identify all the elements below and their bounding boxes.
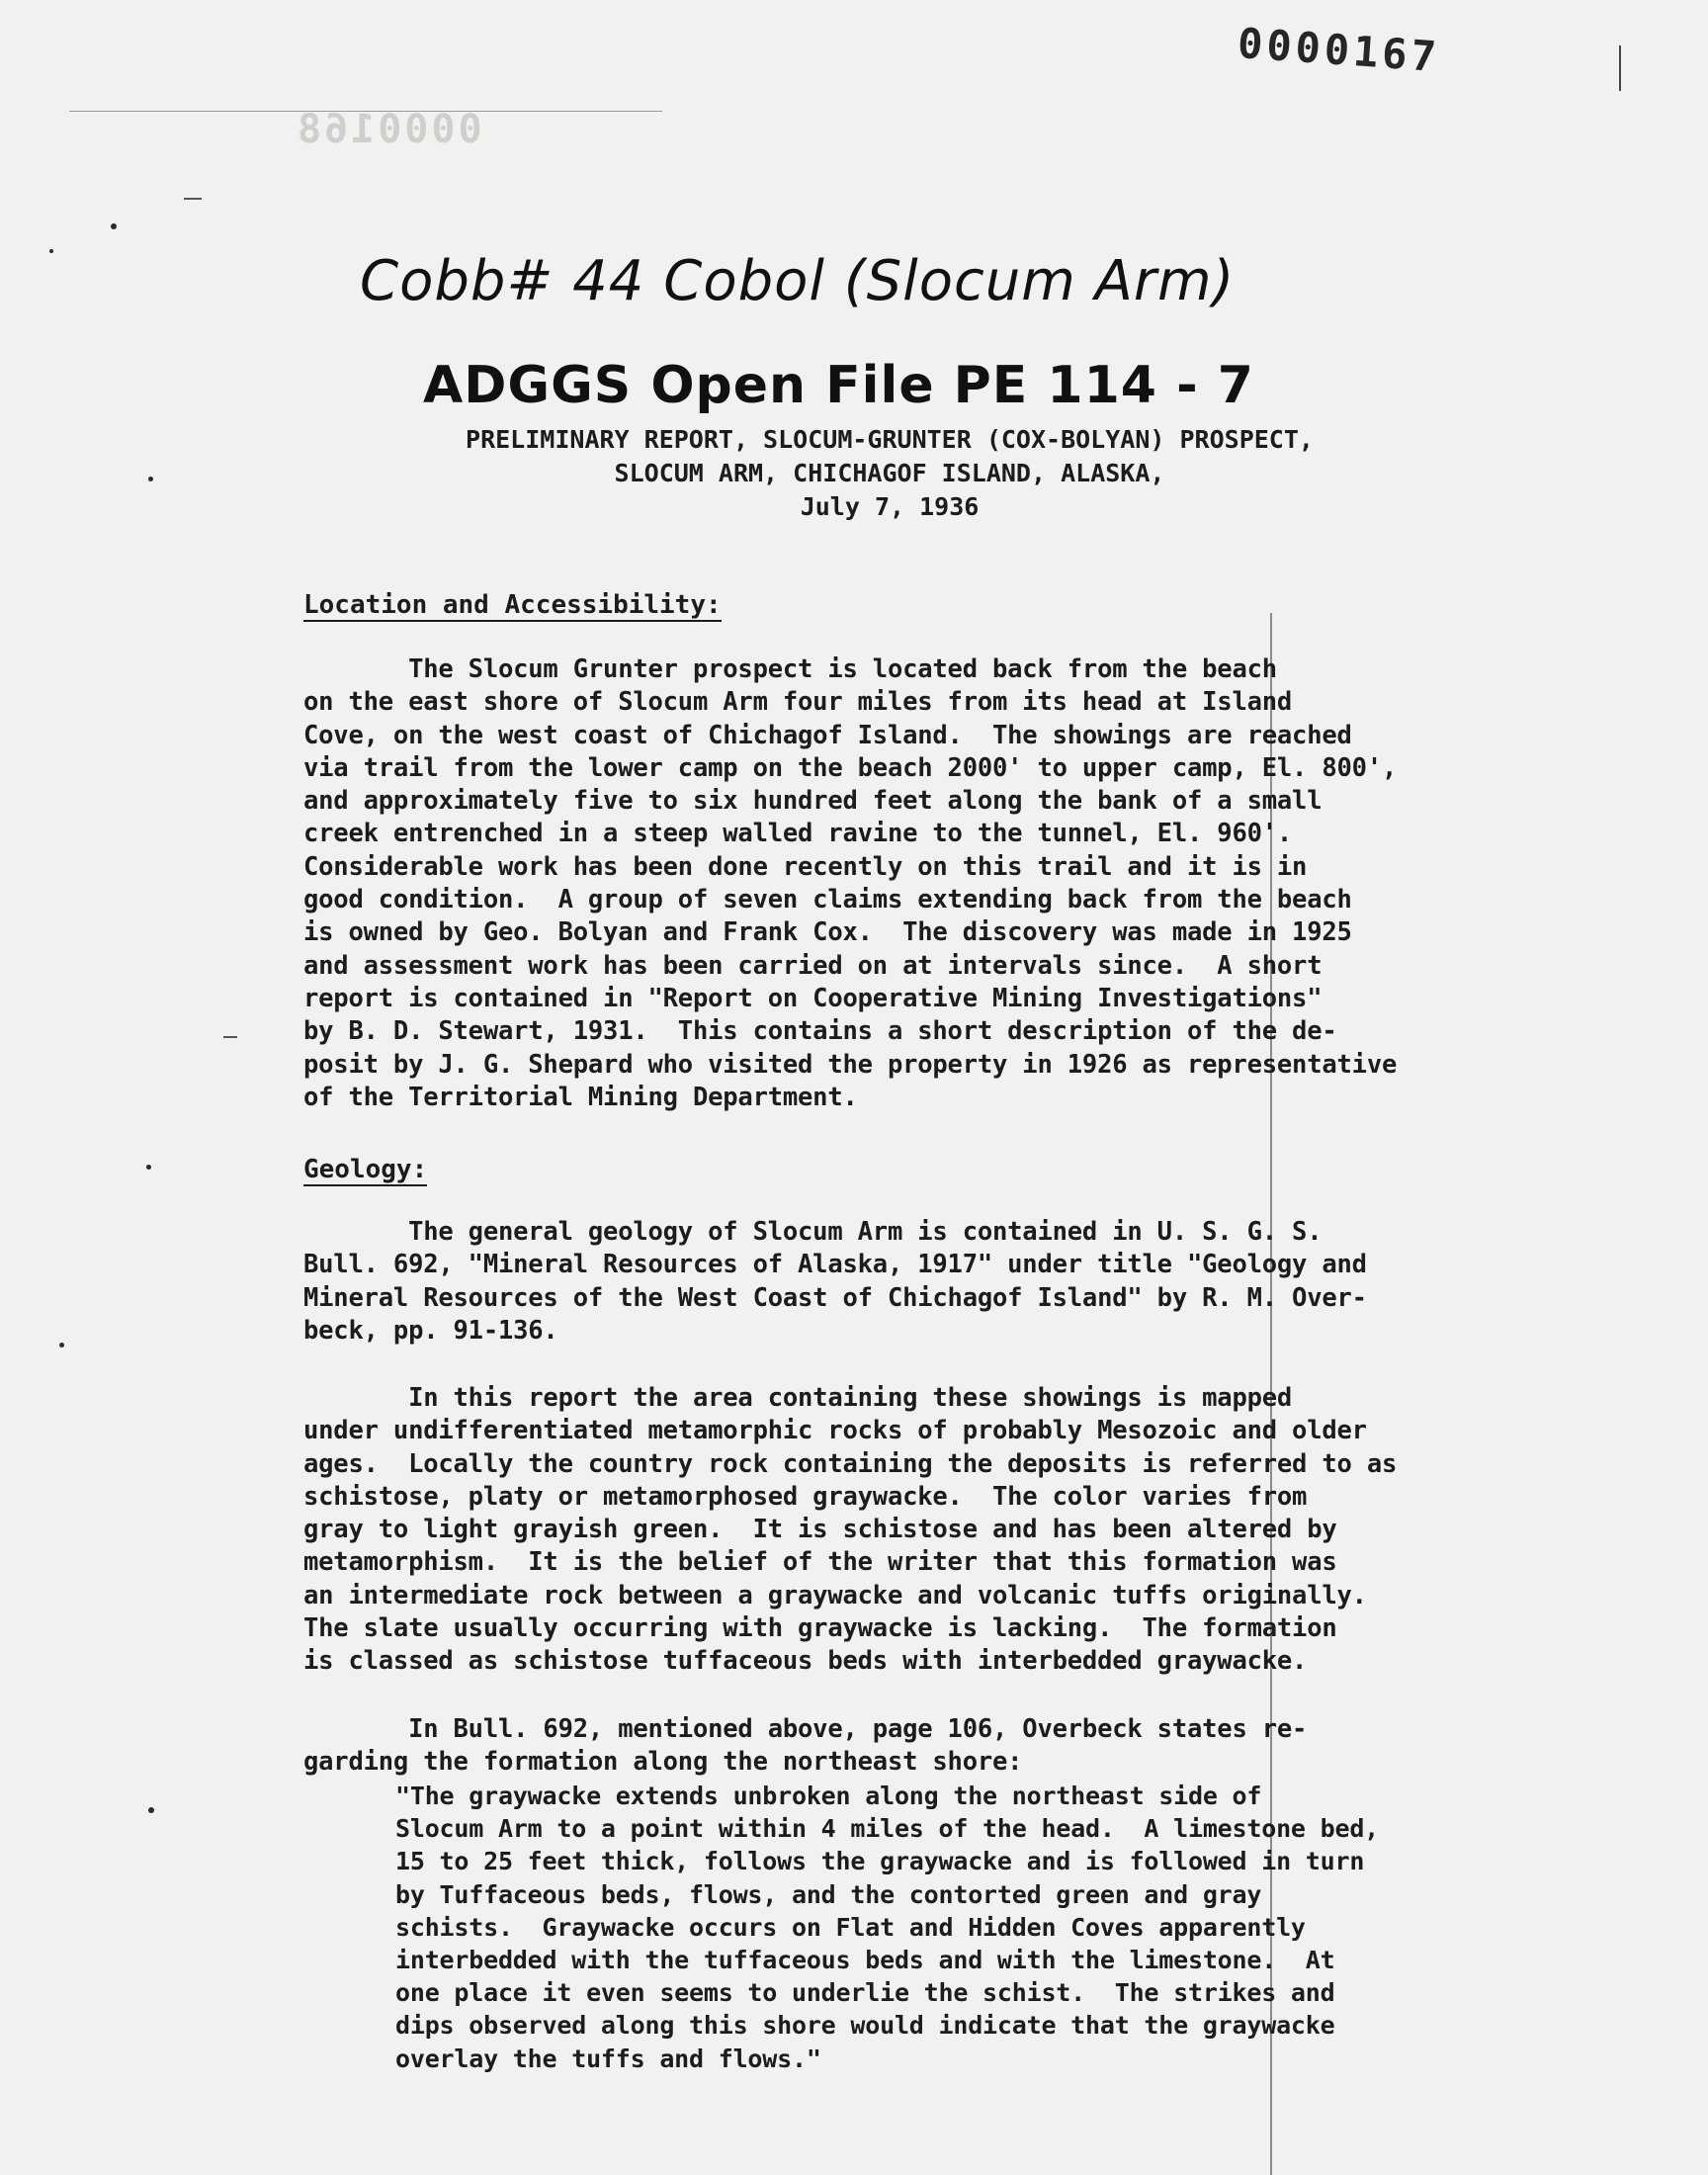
scan-dash — [184, 198, 202, 200]
text-line: Considerable work has been done recently on this trail and it is in — [303, 851, 1308, 882]
bleed-through-number: 0000168 — [295, 107, 482, 152]
scan-speck — [146, 1165, 151, 1170]
text-line: In this report the area containing these showings is mapped — [303, 1383, 1293, 1413]
quote-line: schists. Graywacke occurs on Flat and Hidden Coves apparently — [395, 1912, 1306, 1942]
text-line: report is contained in "Report on Cooperative Mining Investigations" — [303, 983, 1323, 1013]
quote-line: overlay the tuffs and flows." — [395, 2044, 821, 2073]
quote-line: interbedded with the tuffaceous beds and with the limestone. At — [395, 1946, 1335, 1975]
scan-speck — [59, 1343, 64, 1348]
text-line: The Slocum Grunter prospect is located back from the beach — [303, 654, 1277, 684]
quote-line: Slocum Arm to a point within 4 miles of the head. A limestone bed, — [395, 1814, 1380, 1844]
text-line: creek entrenched in a steep walled ravine to the tunnel, El. 960'. — [303, 819, 1293, 849]
text-line: beck, pp. 91-136. — [303, 1315, 558, 1346]
scan-speck — [148, 477, 153, 481]
handwritten-note-cobb: Cobb# 44 Cobol (Slocum Arm) — [360, 249, 1236, 313]
location-paragraph — [303, 653, 1397, 1114]
text-line: good condition. A group of seven claims extending back from the beach — [303, 885, 1352, 915]
text-line: metamorphism. It is the belief of the writer that this formation was — [303, 1547, 1337, 1578]
text-line: schistose, platy or metamorphosed graywacke. The color varies from — [303, 1481, 1308, 1512]
geology-paragraph-2 — [303, 1382, 1397, 1679]
text-line: on the east shore of Slocum Arm four miles from its head at Island — [303, 687, 1293, 718]
scan-speck — [49, 249, 53, 253]
text-line: and assessment work has been carried on at intervals since. A short — [303, 950, 1323, 981]
text-line: is classed as schistose tuffaceous beds with interbedded graywacke. — [303, 1646, 1308, 1677]
report-date: July 7, 1936 — [800, 492, 980, 521]
geology-paragraph-3 — [303, 1713, 1307, 1780]
report-title-line1: PRELIMINARY REPORT, SLOCUM-GRUNTER (COX-BOLYAN) PROSPECT, — [466, 425, 1314, 454]
report-title-line2: SLOCUM ARM, CHICHAGOF ISLAND, ALASKA, — [614, 459, 1165, 487]
text-line: by B. D. Stewart, 1931. This contains a short description of the de- — [303, 1016, 1337, 1047]
text-line: In Bull. 692, mentioned above, page 106, Overbeck states re- — [303, 1714, 1308, 1744]
text-line: Cove, on the west coast of Chichagof Island. The showings are reached — [303, 720, 1352, 750]
text-line: is owned by Geo. Bolyan and Frank Cox. The discovery was made in 1925 — [303, 917, 1352, 948]
text-line: an intermediate rock between a graywacke and volcanic tuffs originally. — [303, 1580, 1367, 1610]
quote-line: by Tuffaceous beds, flows, and the contorted green and gray — [395, 1879, 1262, 1909]
quote-line: "The graywacke extends unbroken along the northeast side of — [395, 1782, 1262, 1810]
text-line: The slate usually occurring with graywacke is lacking. The formation — [303, 1613, 1337, 1644]
text-line: and approximately five to six hundred feet along the bank of a small — [303, 786, 1323, 817]
scan-speck — [111, 223, 117, 229]
text-line: posit by J. G. Shepard who visited the property in 1926 as representative — [303, 1049, 1398, 1080]
location-heading: Location and Accessibility: — [303, 590, 722, 620]
text-line: The general geology of Slocum Arm is contained in U. S. G. S. — [303, 1217, 1323, 1247]
text-line: Mineral Resources of the West Coast of Chichagof Island" by R. M. Over- — [303, 1282, 1367, 1313]
scan-dash — [223, 1036, 237, 1038]
text-line: of the Territorial Mining Department. — [303, 1082, 858, 1112]
overbeck-quote — [395, 1780, 1379, 2075]
quote-line: 15 to 25 feet thick, follows the graywacke and is followed in turn — [395, 1847, 1365, 1876]
text-line: Bull. 692, "Mineral Resources of Alaska, 1917" under title "Geology and — [303, 1250, 1367, 1280]
quote-line: dips observed along this shore would indicate that the graywacke — [395, 2011, 1335, 2041]
scan-edge-mark — [1619, 45, 1621, 91]
text-line: ages. Locally the country rock containing the deposits is referred to as — [303, 1448, 1398, 1479]
text-line: gray to light grayish green. It is schistose and has been altered by — [303, 1515, 1337, 1545]
text-line: via trail from the lower camp on the beach 2000' to upper camp, El. 800', — [303, 752, 1398, 783]
quote-line: one place it even seems to underlie the schist. The strikes and — [395, 1978, 1335, 2008]
scan-speck — [148, 1807, 154, 1813]
handwritten-note-open-file: ADGGS Open File PE 114 - 7 — [423, 356, 1254, 415]
text-line: garding the formation along the northeast shore: — [303, 1747, 1023, 1778]
text-line: under undifferentiated metamorphic rocks of probably Mesozoic and older — [303, 1416, 1367, 1446]
geology-heading: Geology: — [303, 1155, 428, 1184]
geology-paragraph-1 — [303, 1216, 1367, 1348]
page-number-stamp: 0000167 — [1236, 18, 1442, 82]
